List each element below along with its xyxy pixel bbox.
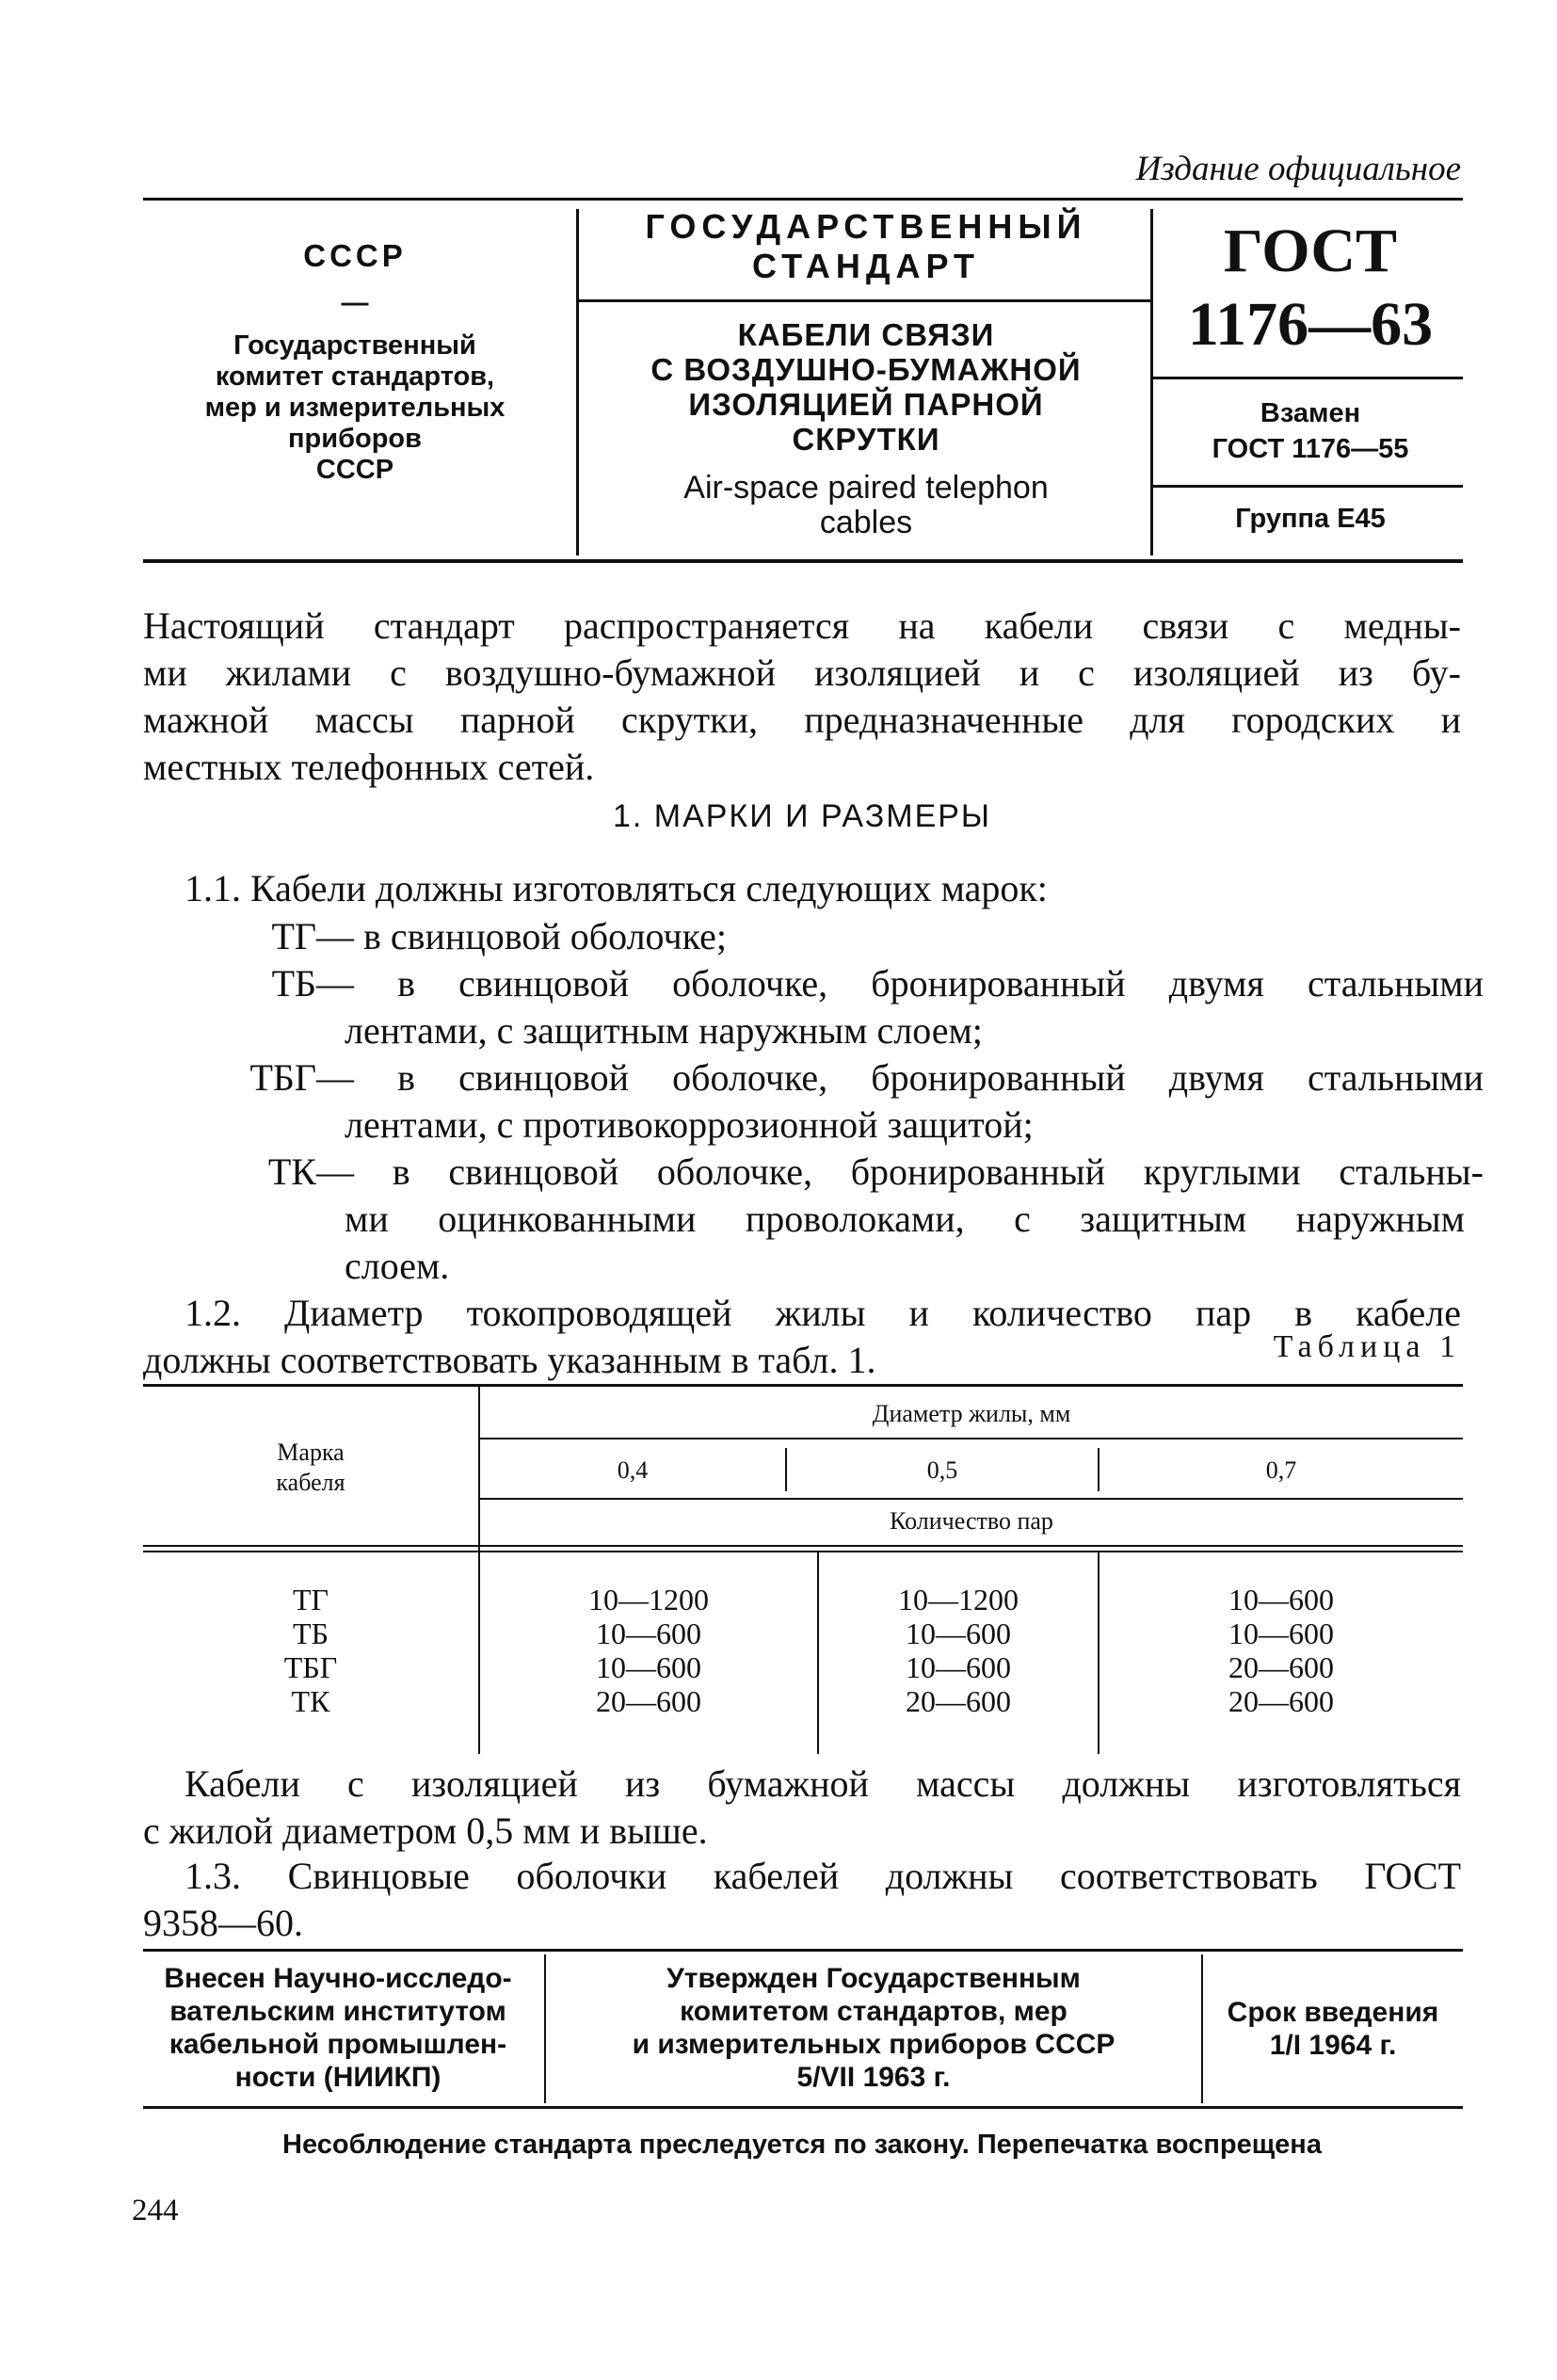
effective-date [1203,1996,1463,2062]
clause-1-3 [143,1853,1461,1947]
mark-description: — в свинцовой оболочке, бронированный двумя стальными [316,1056,1484,1099]
committee-line: СССР [315,455,394,485]
table-cell: 10—1200 [898,1583,1019,1616]
page-number: 244 [132,2194,179,2227]
table-cell: 20—600 [1228,1650,1334,1684]
intro-line: ми жилами с воздушно-бумажной изоляцией и с изоляцией из бу- [143,651,1461,694]
mark-description: лентами, с противокоррозионной защитой; [345,1103,1034,1146]
mark-description: — в свинцовой оболочке, бронированный круглыми стальны- [316,1150,1484,1193]
standard-title [584,317,1148,457]
title-line: С ВОЗДУШНО-БУМАЖНОЙ [650,352,1082,387]
footer-line: кабельной промышлен- [169,2029,507,2060]
header-mid-rule [579,299,1150,302]
paper-insulation-note [143,1761,1461,1855]
header-divider-left [576,209,579,555]
table-cell: 20—600 [906,1684,1011,1718]
table-cell: 10—1200 [588,1583,709,1616]
col-header-pairs: Количество пар [890,1507,1053,1535]
title-line: СКРУТКИ [792,422,940,457]
diameter-value: 0,4 [617,1456,649,1484]
footer-line: 1/I 1964 г. [1269,2030,1397,2061]
replaces-line: Взамен [1260,398,1361,428]
introduced-by [132,1962,544,2094]
header-top-rule [143,198,1463,201]
gost-label: ГОСТ [1223,217,1398,285]
note-line: с жилой диаметром 0,5 мм и выше. [143,1809,708,1852]
clause-1-2 [143,1290,1461,1384]
col-header-mark [143,1438,478,1498]
committee-line: приборов [288,424,422,454]
mark-code: ТБ [271,962,316,1005]
clause-line: 1.3. Свинцовые оболочки кабелей должны соответствовать ГОСТ [185,1855,1461,1897]
table-diameter-rule [480,1438,1463,1439]
committee-line: комитет стандартов, [215,362,495,392]
replaces-line: ГОСТ 1176—55 [1212,434,1409,464]
mark-description: — в свинцовой оболочке; [316,915,727,957]
header-right-rule-1 [1153,377,1463,379]
table-col-05 [819,1583,1098,1718]
clause-line: 9358—60. [143,1902,303,1944]
table-top-rule [143,1384,1463,1387]
replaces-label [1154,395,1467,467]
table-cell: 10—600 [1228,1616,1334,1650]
table-header-rule-1 [143,1545,1463,1547]
diameter-value: 0,5 [926,1456,958,1484]
title-line: КАБЕЛИ СВЯЗИ [737,317,995,352]
footer-line: Срок введения [1227,1997,1439,2028]
mark-description: слоем. [345,1245,450,1287]
table-cell: 10—600 [906,1650,1011,1684]
english-title-line: Air-space paired telephon [683,470,1049,506]
copyright-notice: Несоблюдение стандарта преследуется по закону. Перепечатка воспрещена [282,2130,1322,2160]
header-right-rule-2 [1153,485,1463,488]
footer-line: Утвержден Государственным [666,1963,1081,1994]
footer-line: 5/VII 1963 г. [796,2062,951,2093]
table-pairs-rule [480,1498,1463,1500]
country-label: СССР [303,238,407,273]
header-divider-right [1150,209,1153,555]
table-cell: 10—600 [596,1616,701,1650]
table-cell: 10—600 [596,1650,701,1684]
diameter-value: 0,7 [1265,1456,1297,1484]
table-cell: 20—600 [1228,1684,1334,1718]
row-mark: ТБ [293,1616,329,1650]
intro-line: мажной массы парной скрутки, предназначенные для городских и [143,699,1461,741]
footer-bottom-rule [143,2106,1463,2109]
col-header-line: Марка [277,1439,345,1466]
col-header-line: кабеля [276,1469,345,1496]
english-title-line: cables [819,505,913,540]
mark-code: ТГ [271,915,316,957]
official-edition-label: Издание официальное [1135,150,1461,188]
footer-top-rule [143,1949,1463,1952]
table-cell: 20—600 [596,1684,701,1718]
header-bottom-rule [143,559,1463,563]
footer-line: вательским институтом [169,1996,506,2027]
mark-code: ТБГ [249,1056,316,1099]
table-col-04 [480,1583,817,1718]
mark-code: ТК [267,1150,316,1193]
note-line: Кабели с изоляцией из бумажной массы должны изготовляться [185,1762,1461,1805]
clause-1-1: 1.1. Кабели должны изготовляться следующих марок: [185,867,1048,909]
row-mark: ТК [291,1684,330,1718]
row-mark: ТБГ [283,1650,338,1684]
row-mark: ТГ [292,1583,329,1616]
clause-line: 1.2. Диаметр токопроводящей жилы и количество пар в кабеле [185,1292,1461,1334]
footer-line: комитетом стандартов, мер [680,1996,1067,2027]
committee-line: мер и измерительных [204,393,506,423]
table-caption: Таблица 1 [1273,1329,1461,1364]
section-heading: 1. МАРКИ И РАЗМЕРЫ [612,798,992,834]
table-cell: 10—600 [1228,1583,1334,1616]
table-col-07 [1100,1583,1463,1718]
committee-line: Государственный [233,330,476,361]
state-standard-label [584,207,1148,286]
table-header-rule-2 [143,1551,1463,1552]
clause-line: должны соответствовать указанным в табл. 1. [143,1339,876,1381]
english-title [584,471,1148,540]
mark-description: лентами, с защитным наружным слоем; [345,1009,983,1052]
footer-line: и измерительных приборов СССР [632,2029,1116,2060]
intro-line: Настоящий стандарт распространяется на кабели связи с медны- [143,604,1461,647]
intro-paragraph [143,603,1461,791]
col-header-diameter: Диаметр жилы, мм [872,1400,1071,1427]
table-cell: 10—600 [906,1616,1011,1650]
group-label: Группа Е45 [1235,504,1386,534]
mark-description: — в свинцовой оболочке, бронированный двумя стальными [316,962,1484,1005]
header-issuer [143,240,567,486]
approved-by [546,1962,1201,2094]
table-cell-mark [143,1583,478,1718]
standard-line: ГОСУДАРСТВЕННЫЙ [645,207,1087,246]
intro-line: местных телефонных сетей. [143,746,595,788]
dash-separator: — [341,288,369,318]
gost-code: 1176—63 [1187,290,1434,359]
standard-line: СТАНДАРТ [752,247,980,285]
title-line: ИЗОЛЯЦИЕЙ ПАРНОЙ [688,387,1044,422]
footer-line: Внесен Научно-исследо- [164,1963,512,1994]
mark-description: ми оцинкованными проволоками, с защитным наружным [345,1198,1465,1240]
gost-number [1154,215,1467,362]
footer-line: ности (НИИКП) [234,2062,441,2093]
